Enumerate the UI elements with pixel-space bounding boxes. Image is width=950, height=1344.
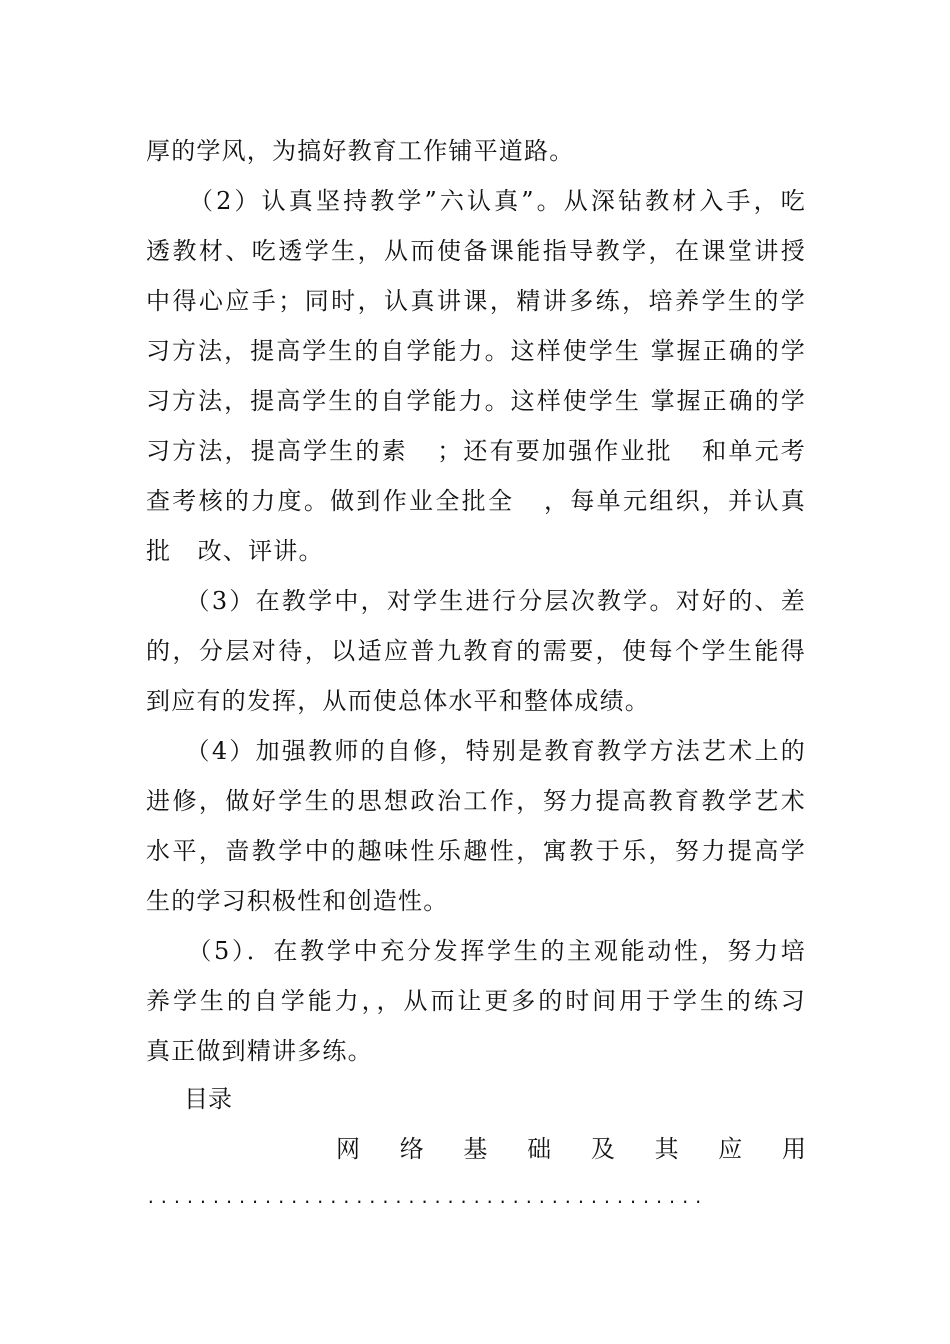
paragraph-line: 查考核的力度。做到作业全批全 ，每单元组织，并认真 xyxy=(146,487,806,515)
paragraph-line: 习方法，提高学生的自学能力。这样使学生 掌握正确的学 xyxy=(146,387,806,415)
toc-title: 目录 xyxy=(184,1085,232,1113)
paragraph-line: （5）．在教学中充分发挥学生的主观能动性，努力培 xyxy=(146,937,806,965)
paragraph-line: 批 改、评讲。 xyxy=(146,537,324,565)
paragraph-line: 水平，啬教学中的趣味性乐趣性，寓教于乐，努力提高学 xyxy=(146,837,806,865)
paragraph-line: 习方法，提高学生的素 ；还有要加强作业批 和单元考 xyxy=(146,437,806,465)
paragraph-line: 到应有的发挥，从而使总体水平和整体成绩。 xyxy=(146,687,650,715)
paragraph-line: （4）加强教师的自修，特别是教育教学方法艺术上的 xyxy=(146,737,806,765)
toc-dot-leader: ........................................... xyxy=(146,1188,707,1207)
paragraph-line: （2）认真坚持教学”六认真”。从深钻教材入手，吃 xyxy=(146,187,806,215)
paragraph-line: 生的学习积极性和创造性。 xyxy=(146,887,449,915)
paragraph-line: 真正做到精讲多练。 xyxy=(146,1037,373,1065)
paragraph-line: 透教材、吃透学生，从而使备课能指导教学，在课堂讲授 xyxy=(146,237,806,265)
paragraph-line: 进修，做好学生的思想政治工作，努力提高教育教学艺术 xyxy=(146,787,806,815)
paragraph-line: 中得心应手；同时，认真讲课，精讲多练，培养学生的学 xyxy=(146,287,806,315)
paragraph-line: 的，分层对待，以适应普九教育的需要，使每个学生能得 xyxy=(146,637,806,665)
paragraph-line: （3）在教学中，对学生进行分层次教学。对好的、差 xyxy=(146,587,806,615)
toc-entry-title: 网 络 基 础 及 其 应 用 xyxy=(336,1135,806,1163)
paragraph-line: 习方法，提高学生的自学能力。这样使学生 掌握正确的学 xyxy=(146,337,806,365)
paragraph-line: 厚的学风，为搞好教育工作铺平道路。 xyxy=(146,137,575,165)
paragraph-line: 养学生的自学能力，，从而让更多的时间用于学生的练习 xyxy=(146,987,806,1015)
